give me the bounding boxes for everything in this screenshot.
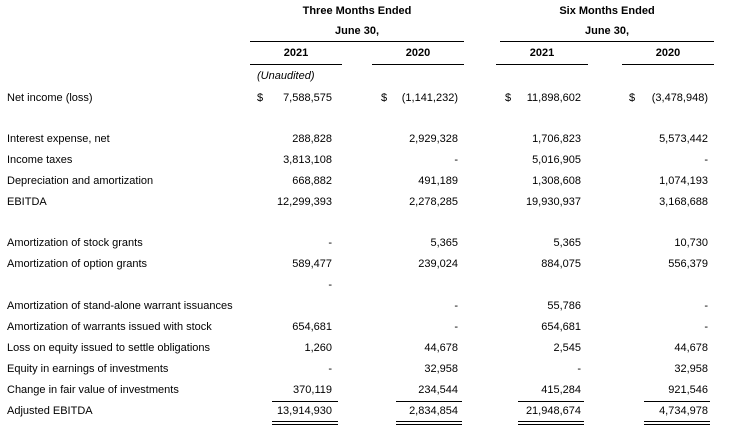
currency-symbol: $ — [381, 92, 388, 104]
currency-symbol: $ — [505, 92, 512, 104]
year-rule-2 — [372, 64, 464, 65]
table-cell: 884,075 — [541, 258, 581, 270]
table-cell: 239,024 — [418, 258, 458, 270]
row-label-fair-value-change: Change in fair value of investments — [7, 384, 179, 396]
table-cell: 10,730 — [674, 237, 708, 249]
total-double-rule-4 — [644, 421, 710, 425]
row-label-loss-on-equity: Loss on equity issued to settle obligations — [7, 342, 211, 354]
table-cell: 2,545 — [553, 342, 581, 354]
table-cell: 5,365 — [430, 237, 458, 249]
subtotal-rule-2 — [396, 401, 462, 402]
table-cell: 1,308,608 — [532, 175, 581, 187]
table-cell: - — [577, 363, 581, 375]
table-cell: - — [454, 154, 458, 166]
table-cell: 4,734,978 — [659, 405, 708, 417]
table-cell: 12,299,393 — [276, 196, 332, 208]
cell-net-income-3m-2021: 7,588,575 — [283, 92, 332, 104]
table-cell: - — [704, 321, 708, 333]
row-label-interest-expense: Interest expense, net — [7, 133, 110, 145]
year-rule-3 — [496, 64, 588, 65]
subtotal-rule-4 — [644, 401, 710, 402]
table-cell: 32,958 — [424, 363, 458, 375]
subtotal-rule-3 — [518, 401, 584, 402]
header-three-months: Three Months Ended — [302, 5, 412, 17]
table-cell: 1,074,193 — [659, 175, 708, 187]
table-cell: 44,678 — [424, 342, 458, 354]
cell-net-income-3m-2020: (1,141,232) — [401, 92, 458, 104]
cell-net-income-6m-2020: (3,478,948) — [651, 92, 708, 104]
table-cell: 13,914,930 — [276, 405, 332, 417]
header-rule-6m — [500, 41, 714, 42]
table-cell: - — [454, 321, 458, 333]
table-cell: 921,546 — [668, 384, 708, 396]
total-double-rule-3 — [518, 421, 584, 425]
year-2021-3m: 2021 — [283, 47, 309, 59]
row-label-income-taxes: Income taxes — [7, 154, 73, 166]
table-cell: 1,260 — [304, 342, 332, 354]
total-double-rule-1 — [272, 421, 338, 425]
table-cell: 668,882 — [292, 175, 332, 187]
header-period-6m: June 30, — [584, 25, 630, 37]
subtotal-rule-1 — [272, 401, 338, 402]
table-cell: 589,477 — [292, 258, 332, 270]
total-double-rule-2 — [396, 421, 462, 425]
table-cell: 234,544 — [418, 384, 458, 396]
table-cell: 491,189 — [418, 175, 458, 187]
table-cell: - — [704, 300, 708, 312]
row-label-net-income: Net income (loss) — [7, 92, 93, 104]
table-cell: 55,786 — [547, 300, 581, 312]
table-cell: - — [328, 279, 332, 291]
row-label-warrants-with-stock: Amortization of warrants issued with stock — [7, 321, 212, 333]
year-rule-4 — [622, 64, 714, 65]
row-label-depreciation: Depreciation and amortization — [7, 175, 154, 187]
table-cell: 2,278,285 — [409, 196, 458, 208]
table-cell: 19,930,937 — [525, 196, 581, 208]
table-cell: - — [328, 363, 332, 375]
table-cell: 3,813,108 — [283, 154, 332, 166]
table-cell: 3,168,688 — [659, 196, 708, 208]
table-cell: 2,929,328 — [409, 133, 458, 145]
row-label-adjusted-ebitda: Adjusted EBITDA — [7, 405, 93, 417]
table-cell: 5,573,442 — [659, 133, 708, 145]
year-rule-1 — [250, 64, 342, 65]
year-2020-3m: 2020 — [405, 47, 431, 59]
table-cell: 21,948,674 — [525, 405, 581, 417]
cell-net-income-6m-2021: 11,898,602 — [526, 92, 581, 104]
table-cell: 415,284 — [541, 384, 581, 396]
table-cell: 654,681 — [292, 321, 332, 333]
row-label-standalone-warrants: Amortization of stand-alone warrant issuances — [7, 300, 233, 312]
table-cell: - — [454, 300, 458, 312]
row-label-equity-in-earnings: Equity in earnings of investments — [7, 363, 169, 375]
table-cell: 44,678 — [674, 342, 708, 354]
header-six-months: Six Months Ended — [559, 5, 655, 17]
table-cell: 370,119 — [293, 384, 332, 396]
currency-symbol: $ — [629, 92, 636, 104]
row-label-option-grants: Amortization of option grants — [7, 258, 148, 270]
year-2021-6m: 2021 — [529, 47, 555, 59]
table-cell: 5,365 — [553, 237, 581, 249]
currency-symbol: $ — [257, 92, 264, 104]
table-cell: - — [704, 154, 708, 166]
table-cell: 288,828 — [292, 133, 332, 145]
table-cell: 654,681 — [541, 321, 581, 333]
table-cell: 32,958 — [674, 363, 708, 375]
table-cell: 556,379 — [668, 258, 708, 270]
unaudited-note: (Unaudited) — [257, 70, 315, 82]
row-label-ebitda: EBITDA — [7, 196, 47, 208]
year-2020-6m: 2020 — [655, 47, 681, 59]
table-cell: - — [328, 237, 332, 249]
table-cell: 5,016,905 — [532, 154, 581, 166]
header-rule-3m — [250, 41, 464, 42]
table-cell: 2,834,854 — [409, 405, 458, 417]
header-period-3m: June 30, — [334, 25, 380, 37]
table-cell: 1,706,823 — [532, 133, 581, 145]
row-label-stock-grants: Amortization of stock grants — [7, 237, 143, 249]
